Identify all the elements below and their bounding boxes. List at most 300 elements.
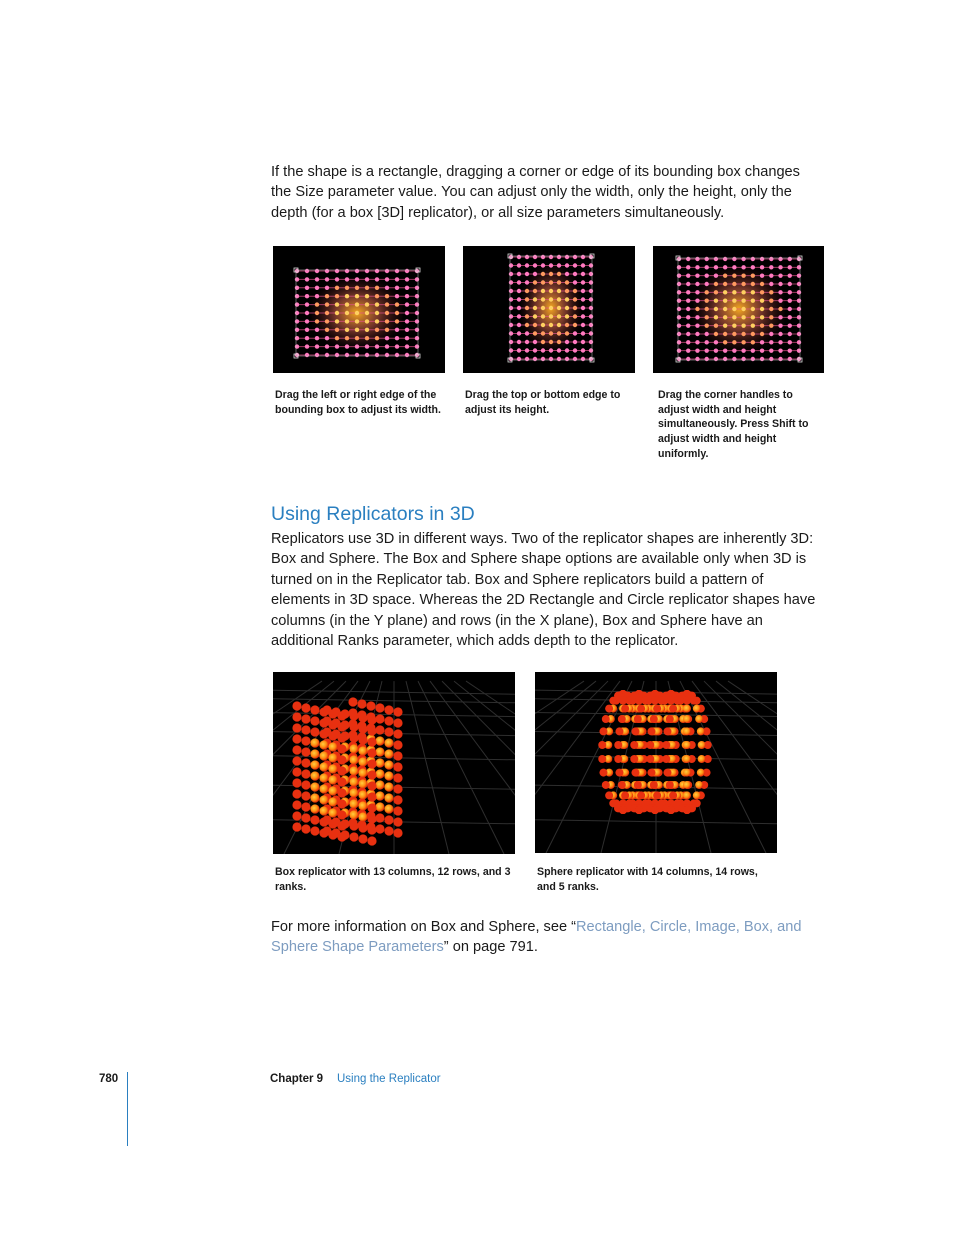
sphere-element [698, 741, 706, 749]
caption-height-drag: Drag the top or bottom edge to adjust its height. [465, 389, 621, 416]
replicator-element [565, 314, 569, 318]
replicator-element [769, 265, 773, 269]
replicator-element [533, 323, 537, 327]
box-element [367, 759, 376, 768]
replicator-element [517, 331, 521, 335]
replicator-element [723, 257, 727, 261]
replicator-element [385, 353, 389, 357]
replicator-element [704, 257, 708, 261]
replicator-element [375, 344, 379, 348]
replicator-element [565, 331, 569, 335]
replicator-element [704, 290, 708, 294]
replicator-element [325, 336, 329, 340]
floor-grid-line [680, 681, 766, 853]
replicator-element [686, 340, 690, 344]
sphere-element [605, 705, 613, 713]
replicator-element [797, 265, 801, 269]
replicator-element [741, 298, 745, 302]
box-element [358, 823, 367, 832]
replicator-element [517, 323, 521, 327]
replicator-element [732, 357, 736, 361]
replicator-element [778, 273, 782, 277]
replicator-element [305, 286, 309, 290]
replicator-element [395, 328, 399, 332]
replicator-element [677, 340, 681, 344]
replicator-element [517, 297, 521, 301]
replicator-element [541, 280, 545, 284]
replicator-element [385, 319, 389, 323]
box-element [310, 771, 319, 780]
replicator-element [769, 357, 773, 361]
box-element [367, 726, 376, 735]
replicator-element [355, 319, 359, 323]
sphere-element [667, 806, 675, 814]
replicator-element [365, 344, 369, 348]
footer-rule [127, 1072, 128, 1146]
replicator-element [565, 280, 569, 284]
box-element [319, 751, 328, 760]
replicator-element [345, 311, 349, 315]
box-element [319, 806, 328, 815]
replicator-element [533, 314, 537, 318]
replicator-element [415, 277, 419, 281]
replicator-element [573, 306, 577, 310]
sphere-element [650, 781, 658, 789]
replicator-element [415, 353, 419, 357]
replicator-element [365, 286, 369, 290]
box-element [384, 771, 393, 780]
replicator-element [557, 297, 561, 301]
sphere-element [669, 705, 677, 713]
sphere-element [614, 755, 622, 763]
section-paragraph: Replicators use 3D in different ways. Two of the replicator shapes are inherently 3D: Box and Sphere. The Box and Sphere shape options are available only when 3D is turned on in the Replicator tab. Box and Sphere replicators build a pattern of elements in 3D space. Whereas the 2D Rectangle and Circle replicator shapes have columns (in the Y plane) and rows (in the X plane), Box and Sphere have an additional Ranks parameter, which adds depth to the replicator. [271, 531, 816, 650]
replicator-element [541, 323, 545, 327]
sphere-element [666, 781, 674, 789]
replicator-element [741, 290, 745, 294]
replicator-element [751, 265, 755, 269]
replicator-element [315, 302, 319, 306]
box-element [337, 788, 346, 797]
replicator-element [704, 298, 708, 302]
replicator-element [573, 280, 577, 284]
box-element [319, 718, 328, 727]
replicator-element [741, 332, 745, 336]
replicator-element [760, 323, 764, 327]
replicator-element [509, 272, 513, 276]
replicator-element [517, 314, 521, 318]
sphere-element [598, 741, 606, 749]
replicator-element [788, 323, 792, 327]
box-element [310, 826, 319, 835]
sphere-element [599, 769, 607, 777]
box-element [319, 795, 328, 804]
box-element [393, 762, 402, 771]
replicator-element [533, 297, 537, 301]
replicator-element [677, 265, 681, 269]
replicator-element [415, 302, 419, 306]
replicator-element [788, 357, 792, 361]
box-element [292, 723, 301, 732]
box-element [375, 736, 384, 745]
sphere-element [618, 715, 626, 723]
replicator-element [778, 315, 782, 319]
sphere-element [683, 697, 691, 705]
replicator-element [695, 265, 699, 269]
box-element [292, 756, 301, 765]
replicator-element [573, 357, 577, 361]
floor-grid-line [406, 681, 449, 854]
box-element [357, 699, 366, 708]
replicator-element [732, 298, 736, 302]
replicator-element [797, 332, 801, 336]
replicator-element [405, 336, 409, 340]
replicator-element [517, 272, 521, 276]
box-element [319, 707, 328, 716]
replicator-element [375, 353, 379, 357]
replicator-element [751, 340, 755, 344]
replicator-element [365, 328, 369, 332]
replicator-element [573, 331, 577, 335]
replicator-element [704, 348, 708, 352]
box-element [358, 790, 367, 799]
replicator-element [714, 265, 718, 269]
replicator-element [769, 332, 773, 336]
box-element [301, 714, 310, 723]
replicator-element [704, 307, 708, 311]
sphere-element [637, 791, 645, 799]
sphere-element [647, 727, 655, 735]
replicator-element [549, 323, 553, 327]
replicator-element [355, 336, 359, 340]
sphere-element [690, 697, 698, 705]
replicator-element [723, 340, 727, 344]
box-element [301, 802, 310, 811]
replicator-element [769, 315, 773, 319]
replicator-element [677, 298, 681, 302]
replicator-element [315, 311, 319, 315]
box-element [384, 749, 393, 758]
replicator-element [557, 331, 561, 335]
replicator-element [517, 263, 521, 267]
replicator-element [686, 332, 690, 336]
replicator-element [695, 257, 699, 261]
sphere-element [662, 741, 670, 749]
replicator-element [788, 315, 792, 319]
replicator-element [677, 307, 681, 311]
replicator-element [385, 294, 389, 298]
sphere-element [618, 781, 626, 789]
replicator-element [295, 319, 299, 323]
replicator-element [295, 353, 299, 357]
replicator-element [741, 265, 745, 269]
replicator-element [797, 348, 801, 352]
replicator-element [686, 323, 690, 327]
replicator-element [788, 307, 792, 311]
sphere-element [609, 697, 617, 705]
replicator-element [335, 328, 339, 332]
box-element [393, 795, 402, 804]
replicator-element [573, 314, 577, 318]
box-element [393, 817, 402, 826]
box-element [301, 736, 310, 745]
sphere-element [598, 755, 606, 763]
replicator-element [375, 269, 379, 273]
box-element [328, 808, 337, 817]
replicator-element [695, 307, 699, 311]
replicator-element [677, 357, 681, 361]
sphere-element [673, 697, 681, 705]
replicator-element [723, 307, 727, 311]
box-element [337, 733, 346, 742]
replicator-element [723, 290, 727, 294]
replicator-element [581, 263, 585, 267]
page-number: 780 [99, 1073, 119, 1085]
sphere-element [634, 781, 642, 789]
replicator-element [365, 336, 369, 340]
replicator-element [517, 357, 521, 361]
replicator-element [335, 311, 339, 315]
box-element [358, 724, 367, 733]
replicator-element [395, 286, 399, 290]
sphere-element [653, 791, 661, 799]
sphere-element [646, 755, 654, 763]
replicator-element [565, 297, 569, 301]
replicator-element [405, 328, 409, 332]
replicator-element [305, 336, 309, 340]
figure-width-drag-svg [273, 246, 445, 373]
replicator-element [760, 265, 764, 269]
replicator-element [295, 311, 299, 315]
box-element [337, 722, 346, 731]
box-element [349, 832, 358, 841]
replicator-element [509, 331, 513, 335]
box-element [358, 779, 367, 788]
box-element [301, 813, 310, 822]
replicator-element [769, 257, 773, 261]
replicator-element [565, 348, 569, 352]
more-info-prefix: For more information on Box and Sphere, see “ [271, 919, 577, 935]
box-element [337, 799, 346, 808]
replicator-element [677, 290, 681, 294]
replicator-element [741, 348, 745, 352]
box-element [319, 762, 328, 771]
replicator-element [315, 319, 319, 323]
replicator-element [565, 255, 569, 259]
replicator-element [365, 277, 369, 281]
replicator-element [714, 340, 718, 344]
cross-reference-link[interactable]: Rectangle, Circle, Image, Box, and Sphere Shape Parameters [271, 919, 802, 956]
sphere-element [695, 781, 703, 789]
box-element [384, 782, 393, 791]
sphere-element [693, 791, 701, 799]
box-element [349, 733, 358, 742]
replicator-element [541, 255, 545, 259]
replicator-element [741, 257, 745, 261]
replicator-element [509, 323, 513, 327]
replicator-element [797, 340, 801, 344]
replicator-element [315, 294, 319, 298]
sphere-element [631, 727, 639, 735]
figure-box-replicator-svg [273, 672, 515, 854]
box-element [367, 770, 376, 779]
replicator-element [797, 298, 801, 302]
replicator-element [509, 340, 513, 344]
replicator-element [395, 311, 399, 315]
figure-width-drag [273, 246, 445, 373]
box-element [375, 813, 384, 822]
caption-sphere-replicator: Sphere replicator with 14 columns, 14 rows, and 5 ranks. [537, 866, 758, 893]
replicator-element [589, 280, 593, 284]
replicator-element [723, 298, 727, 302]
replicator-element [533, 331, 537, 335]
box-element [358, 812, 367, 821]
replicator-element [345, 286, 349, 290]
replicator-element [557, 323, 561, 327]
sphere-element [630, 741, 638, 749]
replicator-element [797, 323, 801, 327]
replicator-element [557, 306, 561, 310]
replicator-element [565, 357, 569, 361]
chapter-title[interactable]: Using the Replicator [337, 1073, 441, 1085]
replicator-element [525, 255, 529, 259]
replicator-element [751, 257, 755, 261]
box-element [367, 814, 376, 823]
replicator-element [573, 255, 577, 259]
replicator-element [335, 353, 339, 357]
replicator-element [375, 336, 379, 340]
box-element [384, 716, 393, 725]
replicator-element [415, 344, 419, 348]
replicator-element [305, 344, 309, 348]
replicator-element [541, 306, 545, 310]
floor-grid-line [546, 681, 632, 853]
floor-grid-line [454, 681, 515, 854]
replicator-element [525, 306, 529, 310]
replicator-element [723, 348, 727, 352]
replicator-element [305, 328, 309, 332]
sphere-element [625, 697, 633, 705]
box-element [393, 806, 402, 815]
box-element [301, 824, 310, 833]
replicator-element [355, 328, 359, 332]
replicator-element [541, 331, 545, 335]
replicator-element [760, 298, 764, 302]
replicator-element [723, 282, 727, 286]
replicator-element [778, 332, 782, 336]
box-element [367, 715, 376, 724]
sphere-element [634, 715, 642, 723]
replicator-element [385, 302, 389, 306]
replicator-element [686, 348, 690, 352]
box-element [310, 815, 319, 824]
sphere-element [631, 769, 639, 777]
replicator-element [325, 328, 329, 332]
caption-corner-drag: Drag the corner handles to adjust width and height simultaneously. Press Shift to adjust width and height uniformly. [658, 389, 809, 460]
sphere-element [693, 705, 701, 713]
replicator-element [509, 280, 513, 284]
replicator-element [589, 263, 593, 267]
box-element [310, 793, 319, 802]
replicator-element [335, 269, 339, 273]
chapter-label: Chapter 9 [270, 1073, 324, 1085]
box-element [349, 755, 358, 764]
replicator-element [525, 280, 529, 284]
box-element [337, 810, 346, 819]
replicator-element [741, 323, 745, 327]
replicator-element [769, 307, 773, 311]
replicator-element [704, 265, 708, 269]
replicator-element [695, 315, 699, 319]
replicator-element [375, 319, 379, 323]
floor-grid-line [535, 681, 584, 853]
replicator-element [741, 282, 745, 286]
replicator-element [686, 290, 690, 294]
replicator-element [345, 336, 349, 340]
replicator-element [405, 344, 409, 348]
replicator-element [695, 323, 699, 327]
replicator-element [732, 307, 736, 311]
replicator-element [589, 348, 593, 352]
replicator-element [335, 336, 339, 340]
box-element [301, 780, 310, 789]
replicator-element [797, 357, 801, 361]
sphere-element [695, 715, 703, 723]
replicator-element [732, 340, 736, 344]
replicator-element [769, 323, 773, 327]
replicator-element [525, 289, 529, 293]
replicator-element [395, 353, 399, 357]
replicator-element [732, 315, 736, 319]
box-element [358, 757, 367, 766]
replicator-element [581, 289, 585, 293]
box-element [367, 792, 376, 801]
box-element [310, 727, 319, 736]
replicator-element [541, 297, 545, 301]
replicator-element [315, 277, 319, 281]
box-element [375, 747, 384, 756]
replicator-element [335, 302, 339, 306]
replicator-element [405, 311, 409, 315]
replicator-element [751, 282, 755, 286]
sphere-element [683, 791, 691, 799]
replicator-element [741, 340, 745, 344]
replicator-element [509, 263, 513, 267]
replicator-element [778, 323, 782, 327]
box-element [384, 815, 393, 824]
box-element [393, 718, 402, 727]
replicator-element [695, 273, 699, 277]
replicator-element [509, 348, 513, 352]
sphere-element [615, 727, 623, 735]
sphere-element [683, 705, 691, 713]
box-element [367, 836, 376, 845]
replicator-element [714, 348, 718, 352]
replicator-element [581, 314, 585, 318]
replicator-element [365, 311, 369, 315]
replicator-element [345, 302, 349, 306]
replicator-element [345, 319, 349, 323]
replicator-element [573, 340, 577, 344]
box-element [384, 738, 393, 747]
replicator-element [335, 319, 339, 323]
replicator-element [760, 315, 764, 319]
replicator-element [345, 328, 349, 332]
sphere-element [650, 715, 658, 723]
replicator-element [549, 289, 553, 293]
replicator-element [415, 311, 419, 315]
replicator-element [677, 273, 681, 277]
replicator-element [581, 306, 585, 310]
